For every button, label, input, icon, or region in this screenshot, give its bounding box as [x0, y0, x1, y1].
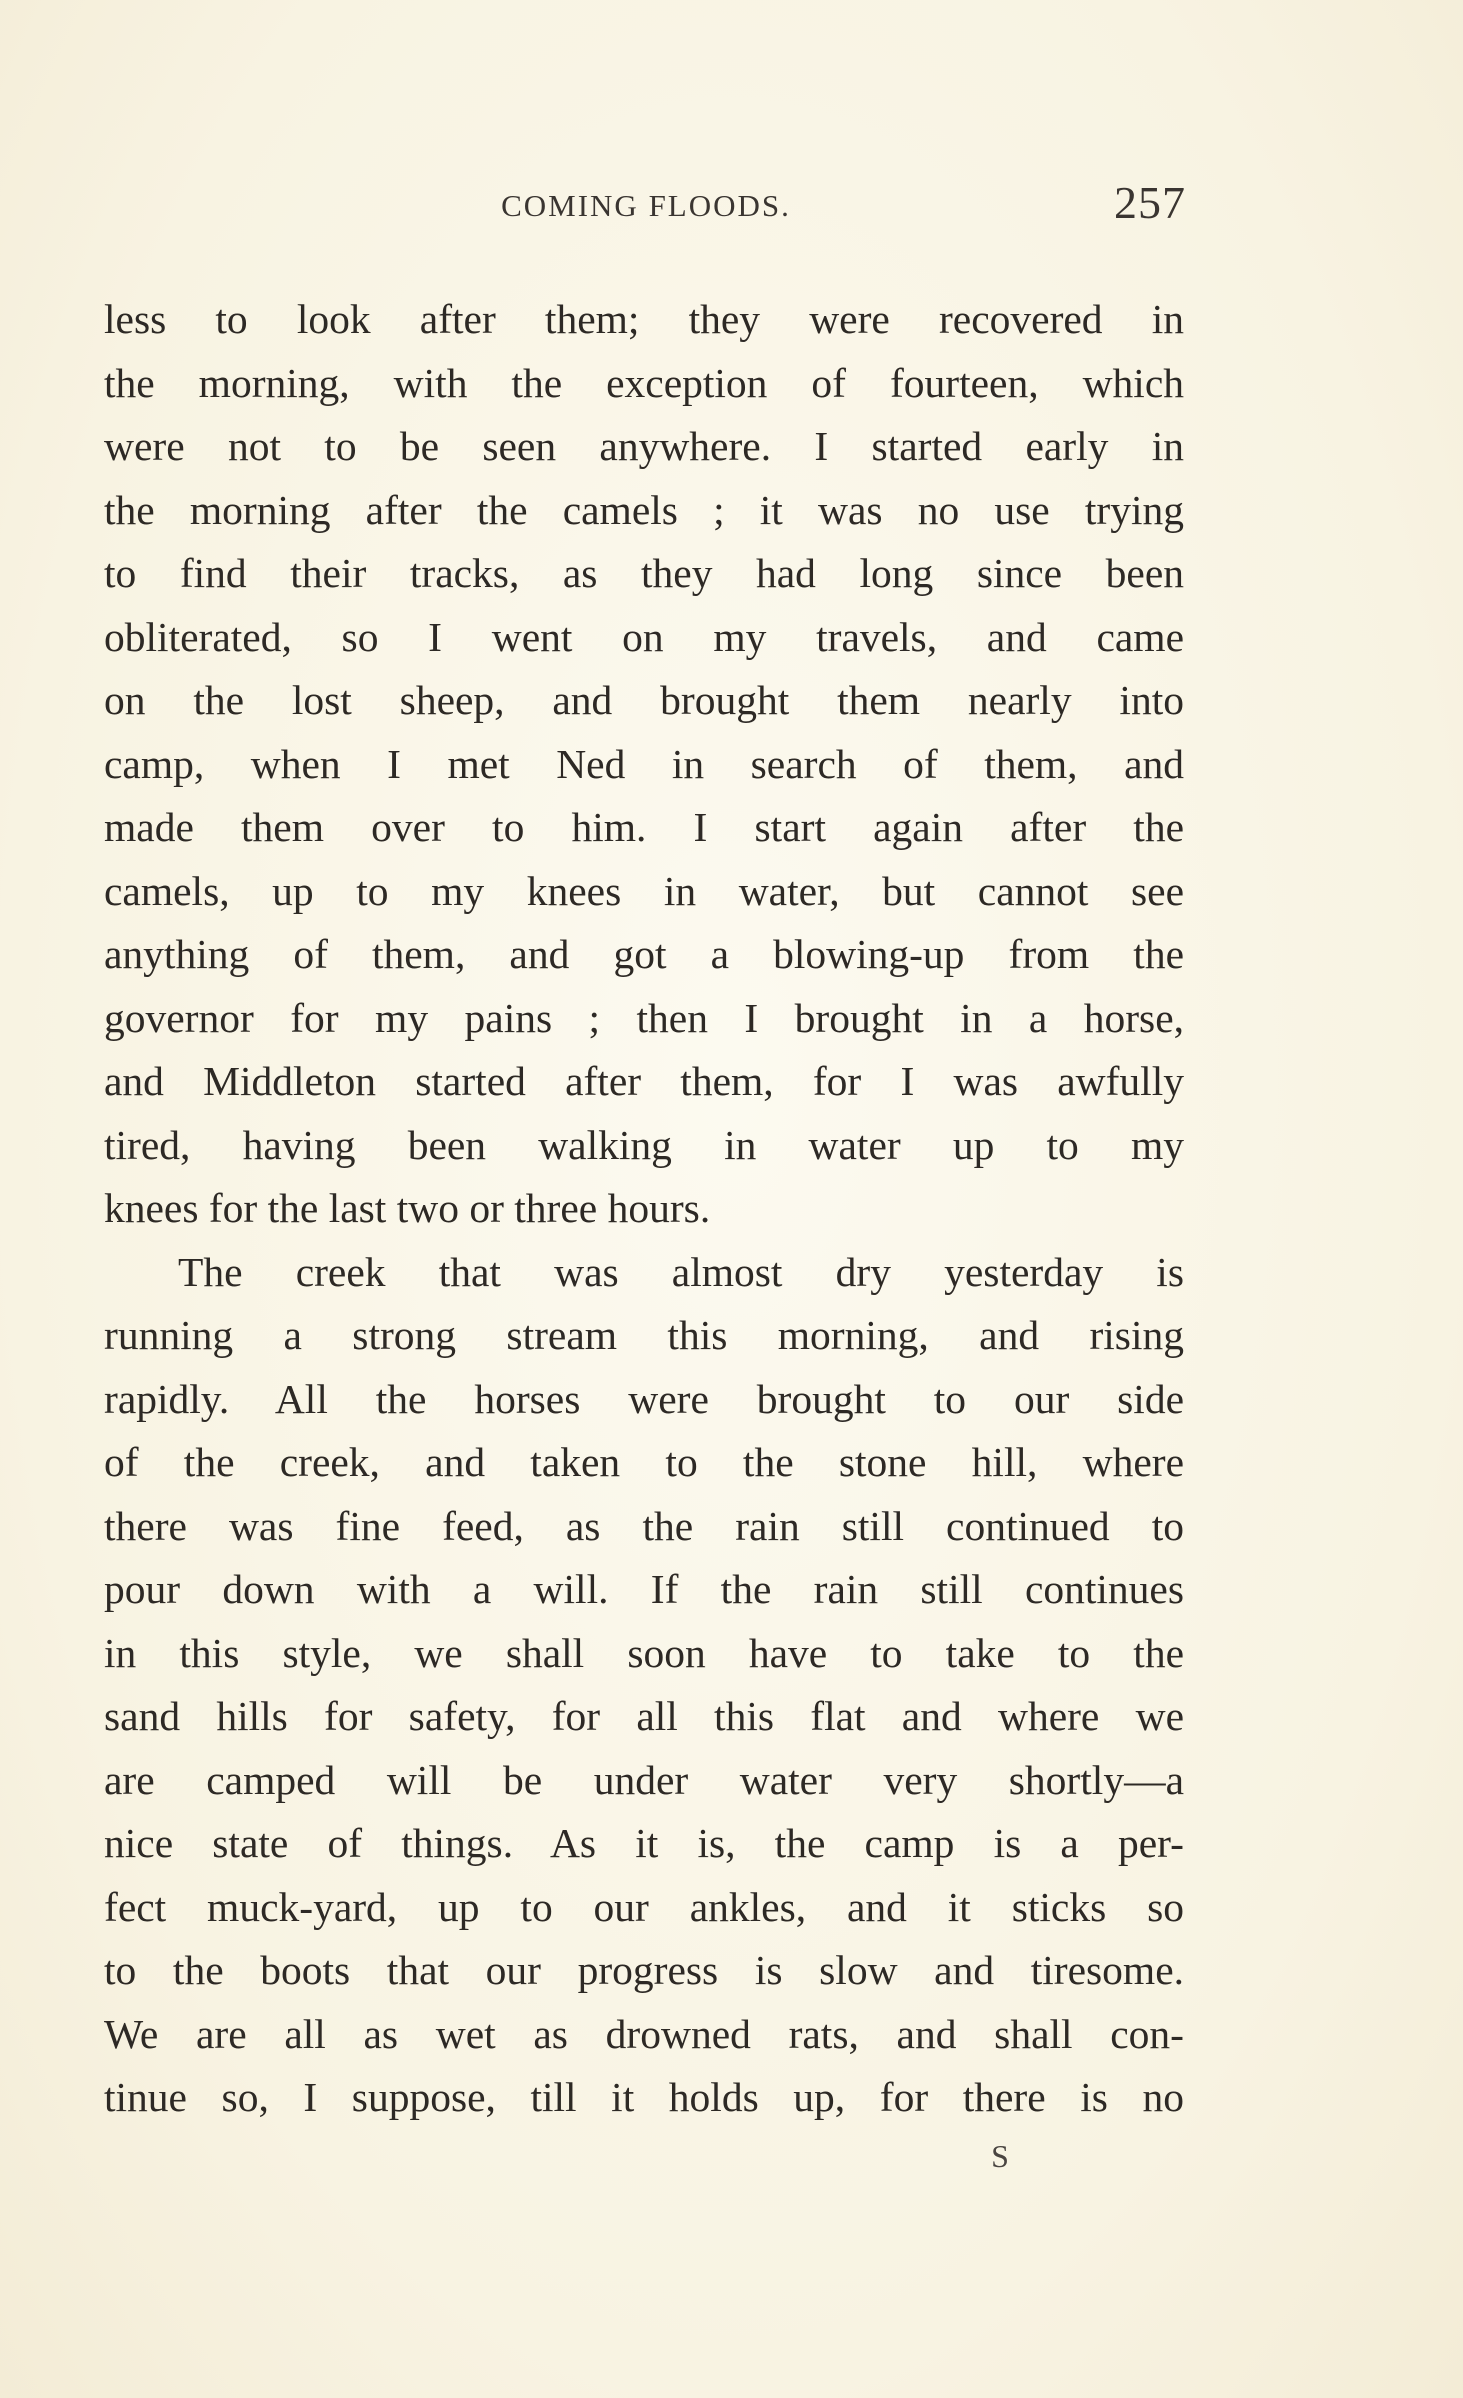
- text-line: made them over to him. I start again after the: [104, 804, 1184, 850]
- text-line: The creek that was almost dry yesterday is: [178, 1248, 1184, 1295]
- text-line: camels, up to my knees in water, but cannot see: [104, 867, 1184, 914]
- text-line: pour down with a will. If the rain still continues: [104, 1566, 1184, 1612]
- text-line: rapidly. All the horses were brought to our side: [104, 1375, 1184, 1422]
- signature-mark: S: [991, 2138, 1009, 2174]
- text-line: the morning, with the exception of fourteen, which: [104, 359, 1184, 406]
- text-line: in this style, we shall soon have to take to the: [104, 1629, 1184, 1676]
- running-head: COMING FLOODS.: [501, 188, 791, 223]
- page-number: 257: [1114, 177, 1186, 228]
- text-line: anything of them, and got a blowing-up from the: [104, 931, 1184, 977]
- text-line: sand hills for safety, for all this flat and where we: [104, 1693, 1184, 1739]
- text-line: to find their tracks, as they had long since been: [104, 550, 1184, 596]
- text-line: running a strong stream this morning, and rising: [104, 1312, 1184, 1358]
- text-line: on the lost sheep, and brought them nearly into: [104, 677, 1184, 723]
- body-text: [104, 288, 1184, 2130]
- text-line: the morning after the camels ; it was no use trying: [104, 486, 1184, 533]
- page-header: [106, 176, 1186, 236]
- text-line: there was fine feed, as the rain still continued to: [104, 1502, 1184, 1549]
- text-line: knees for the last two or three hours.: [104, 1185, 711, 1231]
- text-line: We are all as wet as drowned rats, and shall con-: [104, 2010, 1184, 2057]
- text-line: are camped will be under water very shortly—a: [104, 1756, 1184, 1803]
- paragraph-2: [104, 1241, 1184, 2130]
- text-line: nice state of things. As it is, the camp is a per-: [104, 1820, 1184, 1866]
- text-line: and Middleton started after them, for I was awfully: [104, 1058, 1184, 1104]
- text-line: fect muck-yard, up to our ankles, and it sticks so: [104, 1883, 1184, 1930]
- text-line: were not to be seen anywhere. I started early in: [104, 423, 1184, 469]
- text-line: tired, having been walking in water up to my: [104, 1121, 1184, 1168]
- text-line: camp, when I met Ned in search of them, and: [104, 740, 1184, 787]
- text-line: less to look after them; they were recovered in: [104, 296, 1184, 342]
- paragraph-1: [104, 288, 1184, 1241]
- text-line: governor for my pains ; then I brought in a horse,: [104, 994, 1184, 1041]
- text-line: of the creek, and taken to the stone hill, where: [104, 1439, 1184, 1485]
- text-line: obliterated, so I went on my travels, and came: [104, 613, 1184, 660]
- text-line: to the boots that our progress is slow and tiresome.: [104, 1947, 1184, 1993]
- text-line: tinue so, I suppose, till it holds up, for there is no: [104, 2074, 1184, 2120]
